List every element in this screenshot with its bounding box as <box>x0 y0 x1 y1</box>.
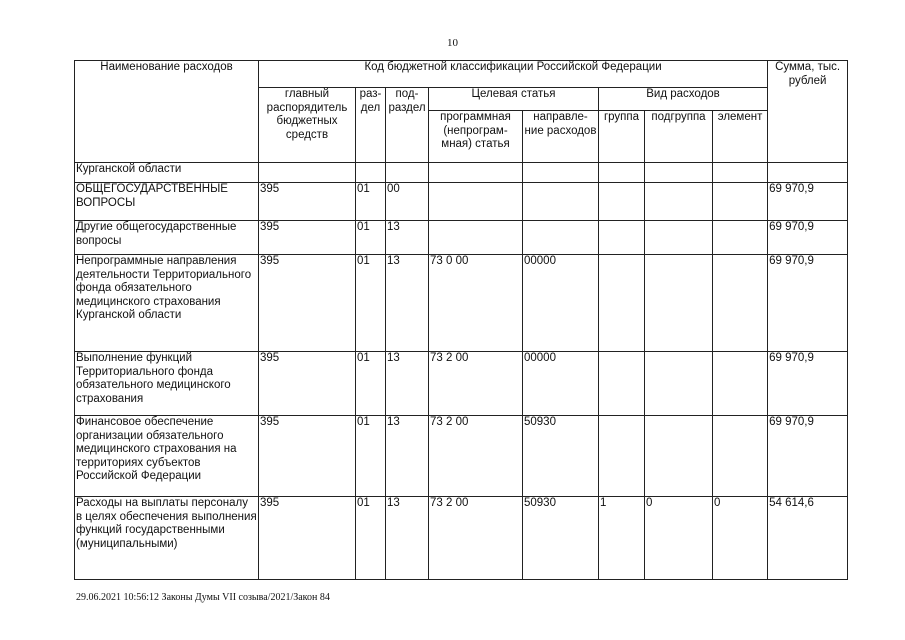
header-element: элемент <box>713 111 768 163</box>
header-vid: Вид расходов <box>599 88 768 111</box>
cell-name: Другие общегосударственные вопросы <box>75 221 259 255</box>
cell-razdel: 01 <box>356 416 386 497</box>
cell-gruppa <box>599 163 645 183</box>
cell-sum: 69 970,9 <box>768 416 848 497</box>
cell-element <box>713 416 768 497</box>
cell-sum <box>768 163 848 183</box>
page-number: 10 <box>447 37 458 49</box>
header-code: Код бюджетной классификации Российской Федерации <box>259 61 768 88</box>
cell-razdel: 01 <box>356 497 386 580</box>
header-napravlenie: направле-ние расходов <box>523 111 599 163</box>
cell-glavny: 395 <box>259 497 356 580</box>
cell-podgruppa: 0 <box>645 497 713 580</box>
cell-podgruppa <box>645 221 713 255</box>
header-celevaya: Целевая статья <box>429 88 599 111</box>
cell-razdel: 01 <box>356 255 386 352</box>
cell-prog <box>429 183 523 221</box>
cell-podrazdel: 13 <box>386 497 429 580</box>
cell-glavny: 395 <box>259 352 356 416</box>
cell-glavny: 395 <box>259 416 356 497</box>
header-gruppa: группа <box>599 111 645 163</box>
cell-gruppa <box>599 416 645 497</box>
cell-podgruppa <box>645 255 713 352</box>
header-programmnaya: программная (непрограм-мная) статья <box>429 111 523 163</box>
cell-podgruppa <box>645 352 713 416</box>
cell-gruppa <box>599 221 645 255</box>
cell-element <box>713 221 768 255</box>
cell-razdel: 01 <box>356 352 386 416</box>
budget-table <box>74 60 848 580</box>
header-name: Наименование расходов <box>75 61 259 163</box>
cell-sum: 69 970,9 <box>768 352 848 416</box>
cell-razdel: 01 <box>356 221 386 255</box>
header-sum: Сумма, тыс. рублей <box>768 61 848 163</box>
cell-napr: 00000 <box>523 352 599 416</box>
cell-prog: 73 2 00 <box>429 352 523 416</box>
table-row <box>75 221 848 255</box>
cell-sum: 69 970,9 <box>768 221 848 255</box>
cell-podgruppa <box>645 163 713 183</box>
cell-podrazdel: 13 <box>386 352 429 416</box>
header-podgruppa: подгруппа <box>645 111 713 163</box>
cell-napr: 00000 <box>523 255 599 352</box>
cell-podgruppa <box>645 416 713 497</box>
cell-napr <box>523 163 599 183</box>
cell-razdel: 01 <box>356 183 386 221</box>
cell-gruppa: 1 <box>599 497 645 580</box>
cell-element <box>713 352 768 416</box>
cell-name: Финансовое обеспечение организации обязательного медицинского страхования на территориях субъектов Российской Федерации <box>75 416 259 497</box>
table-row <box>75 497 848 580</box>
cell-glavny: 395 <box>259 255 356 352</box>
cell-podrazdel: 13 <box>386 221 429 255</box>
table-row <box>75 163 848 183</box>
cell-napr: 50930 <box>523 497 599 580</box>
cell-prog <box>429 163 523 183</box>
cell-glavny <box>259 163 356 183</box>
cell-gruppa <box>599 183 645 221</box>
cell-napr <box>523 183 599 221</box>
table-row <box>75 183 848 221</box>
cell-name: ОБЩЕГОСУДАРСТВЕННЫЕ ВОПРОСЫ <box>75 183 259 221</box>
cell-element <box>713 255 768 352</box>
cell-gruppa <box>599 352 645 416</box>
cell-name: Выполнение функций Территориального фонда обязательного медицинского страхования <box>75 352 259 416</box>
header-razdel: раз-дел <box>356 88 386 163</box>
header-glavny: главный распорядитель бюджетных средств <box>259 88 356 163</box>
cell-podrazdel <box>386 163 429 183</box>
cell-sum: 69 970,9 <box>768 255 848 352</box>
table-row <box>75 255 848 352</box>
cell-sum: 54 614,6 <box>768 497 848 580</box>
cell-name: Расходы на выплаты персоналу в целях обеспечения выполнения функций государственными (муниципальными) <box>75 497 259 580</box>
header-row-1 <box>75 61 848 88</box>
cell-podrazdel: 13 <box>386 255 429 352</box>
document-footer: 29.06.2021 10:56:12 Законы Думы VII созыва/2021/Закон 84 <box>76 592 330 603</box>
cell-element: 0 <box>713 497 768 580</box>
cell-glavny: 395 <box>259 183 356 221</box>
cell-napr: 50930 <box>523 416 599 497</box>
table-row <box>75 352 848 416</box>
cell-podgruppa <box>645 183 713 221</box>
cell-sum: 69 970,9 <box>768 183 848 221</box>
header-podrazdel: под-раздел <box>386 88 429 163</box>
cell-name: Непрограммные направления деятельности Территориального фонда обязательного медицинского страхования Курганской области <box>75 255 259 352</box>
cell-podrazdel: 00 <box>386 183 429 221</box>
cell-prog <box>429 221 523 255</box>
cell-name: Курганской области <box>75 163 259 183</box>
cell-napr <box>523 221 599 255</box>
cell-element <box>713 163 768 183</box>
cell-podrazdel: 13 <box>386 416 429 497</box>
cell-gruppa <box>599 255 645 352</box>
cell-element <box>713 183 768 221</box>
cell-prog: 73 2 00 <box>429 497 523 580</box>
cell-prog: 73 2 00 <box>429 416 523 497</box>
cell-prog: 73 0 00 <box>429 255 523 352</box>
cell-razdel <box>356 163 386 183</box>
cell-glavny: 395 <box>259 221 356 255</box>
table-row <box>75 416 848 497</box>
